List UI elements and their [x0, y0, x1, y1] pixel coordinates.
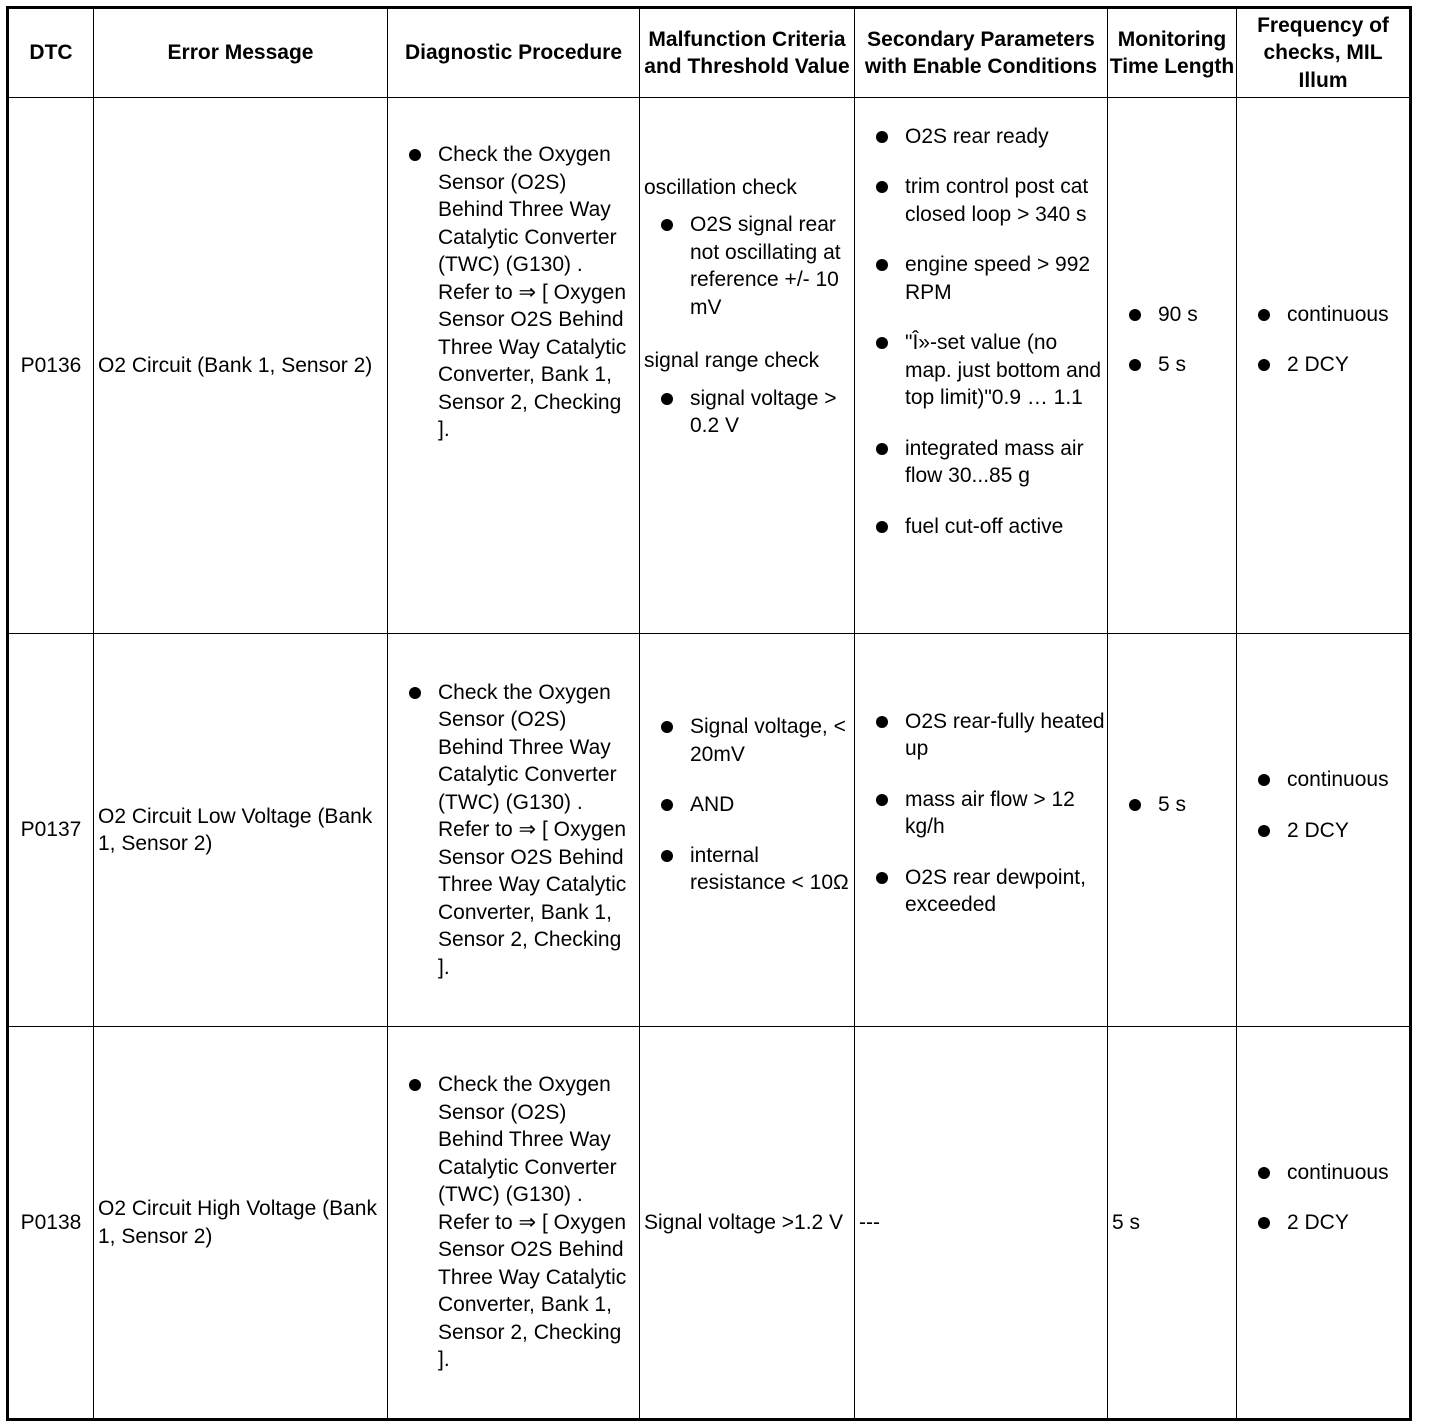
- criteria-item: Signal voltage, < 20mV: [640, 713, 852, 768]
- frequency-item: continuous: [1237, 1159, 1407, 1187]
- procedure-item: Check the Oxygen Sensor (O2S) Behind Three Way Catalytic Converter (TWC) (G130) . Refer to ⇒ [ Oxygen Sensor O2S Behind Three Way Catalytic Converter, Bank 1, Sensor 2, Checking ].: [388, 141, 637, 444]
- secondary-item: "Î»-set value (no map. just bottom and top limit)"0.9 … 1.1: [855, 329, 1105, 412]
- check-frequency: [1237, 634, 1411, 1027]
- frequency-item: 2 DCY: [1237, 817, 1407, 845]
- secondary-parameters: [855, 98, 1108, 634]
- header-row: [8, 8, 1411, 98]
- monitoring-time: [1108, 634, 1237, 1027]
- dtc-table: [6, 6, 1412, 1421]
- secondary-parameters: ---: [855, 1027, 1108, 1420]
- malfunction-criteria: Signal voltage >1.2 V: [640, 1027, 855, 1420]
- secondary-item: trim control post cat closed loop > 340 s: [855, 173, 1105, 228]
- secondary-item: O2S rear dewpoint, exceeded: [855, 864, 1105, 919]
- header-frequency: Frequency of checks, MIL Illum: [1237, 8, 1411, 98]
- monitoring-time: 5 s: [1108, 1027, 1237, 1420]
- criteria-item: AND: [640, 791, 852, 819]
- secondary-item: fuel cut-off active: [855, 513, 1105, 541]
- criteria-item: internal resistance < 10Ω: [640, 842, 852, 897]
- header-monitoring-time: Monitoring Time Length: [1108, 8, 1237, 98]
- dtc-code: P0138: [8, 1027, 94, 1420]
- dtc-code: P0137: [8, 634, 94, 1027]
- criteria-item: signal voltage > 0.2 V: [640, 385, 852, 440]
- malfunction-criteria: [640, 98, 855, 634]
- table-row: [8, 98, 1411, 634]
- monitoring-item: 5 s: [1108, 791, 1234, 819]
- check-frequency: [1237, 1027, 1411, 1420]
- secondary-item: mass air flow > 12 kg/h: [855, 786, 1105, 841]
- malfunction-criteria: [640, 634, 855, 1027]
- error-message: O2 Circuit Low Voltage (Bank 1, Sensor 2): [94, 634, 388, 1027]
- frequency-item: 2 DCY: [1237, 1209, 1407, 1237]
- header-dtc: DTC: [8, 8, 94, 98]
- secondary-item: engine speed > 992 RPM: [855, 251, 1105, 306]
- header-secondary-parameters: Secondary Parameters with Enable Conditions: [855, 8, 1108, 98]
- diagnostic-procedure: [388, 98, 640, 634]
- frequency-item: continuous: [1237, 766, 1407, 794]
- error-message: O2 Circuit (Bank 1, Sensor 2): [94, 98, 388, 634]
- diagnostic-procedure: [388, 1027, 640, 1420]
- criteria-title: oscillation check: [644, 175, 797, 199]
- table-row: [8, 1027, 1411, 1420]
- frequency-item: continuous: [1237, 301, 1407, 329]
- secondary-item: O2S rear ready: [855, 123, 1105, 151]
- header-error-message: Error Message: [94, 8, 388, 98]
- error-message: O2 Circuit High Voltage (Bank 1, Sensor 2): [94, 1027, 388, 1420]
- secondary-parameters: [855, 634, 1108, 1027]
- header-malfunction-criteria: Malfunction Criteria and Threshold Value: [640, 8, 855, 98]
- monitoring-time: [1108, 98, 1237, 634]
- header-diagnostic-procedure: Diagnostic Procedure: [388, 8, 640, 98]
- dtc-code: P0136: [8, 98, 94, 634]
- monitoring-item: 90 s: [1108, 301, 1234, 329]
- criteria-item: O2S signal rear not oscillating at reference +/- 10 mV: [640, 211, 852, 321]
- check-frequency: [1237, 98, 1411, 634]
- table-row: [8, 634, 1411, 1027]
- diagnostic-procedure: [388, 634, 640, 1027]
- secondary-item: integrated mass air flow 30...85 g: [855, 435, 1105, 490]
- secondary-item: O2S rear-fully heated up: [855, 708, 1105, 763]
- procedure-item: Check the Oxygen Sensor (O2S) Behind Three Way Catalytic Converter (TWC) (G130) . Refer to ⇒ [ Oxygen Sensor O2S Behind Three Way Catalytic Converter, Bank 1, Sensor 2, Checking ].: [388, 679, 637, 982]
- criteria-title: signal range check: [644, 349, 820, 373]
- procedure-item: Check the Oxygen Sensor (O2S) Behind Three Way Catalytic Converter (TWC) (G130) . Refer to ⇒ [ Oxygen Sensor O2S Behind Three Way Catalytic Converter, Bank 1, Sensor 2, Checking ].: [388, 1071, 637, 1374]
- frequency-item: 2 DCY: [1237, 351, 1407, 379]
- monitoring-item: 5 s: [1108, 351, 1234, 379]
